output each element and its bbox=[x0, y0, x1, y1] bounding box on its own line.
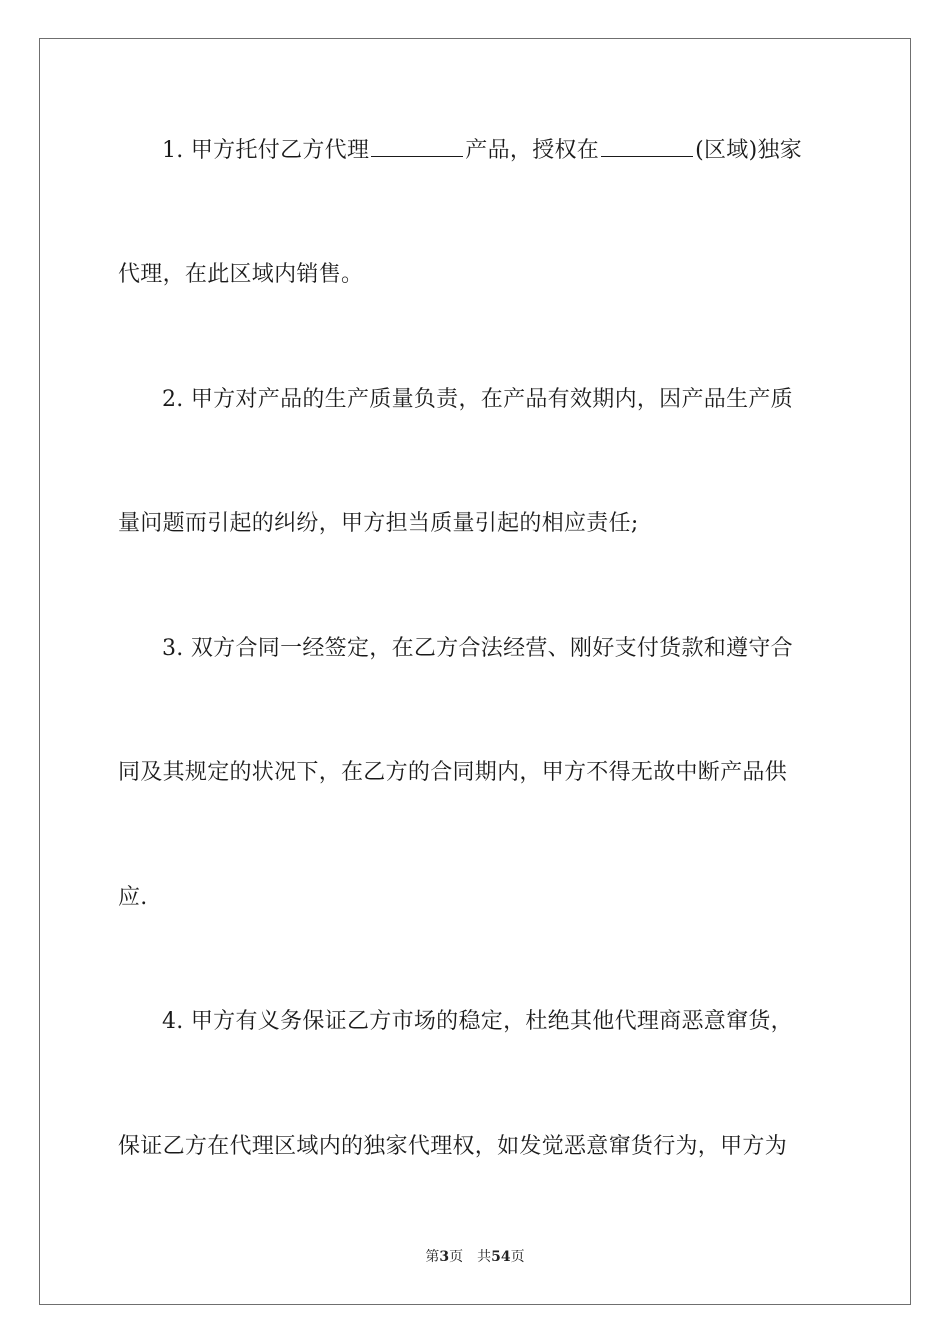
page-suffix: 页 bbox=[449, 1249, 464, 1265]
page-border bbox=[39, 38, 911, 1305]
paragraph-1-text-a: 1. 甲方托付乙方代理 bbox=[162, 138, 370, 163]
paragraph-2-line-1: 2. 甲方对产品的生产质量负责，在产品有效期内，因产品生产质 bbox=[162, 387, 793, 412]
paragraph-3-line-2: 同及其规定的状况下，在乙方的合同期内，甲方不得无故中断产品供 bbox=[118, 760, 788, 785]
paragraph-1-text-c: (区域)独家 bbox=[695, 138, 803, 163]
total-suffix: 页 bbox=[510, 1249, 525, 1265]
paragraph-4-line-1: 4. 甲方有义务保证乙方市场的稳定，杜绝其他代理商恶意窜货， bbox=[162, 1009, 793, 1034]
paragraph-1-line-1 bbox=[118, 136, 834, 166]
paragraph-4-line-2: 保证乙方在代理区域内的独家代理权，如发觉恶意窜货行为，甲方为 bbox=[118, 1134, 788, 1159]
total-pages: 54 bbox=[491, 1249, 511, 1265]
paragraph-3-line-1: 3. 双方合同一经签定，在乙方合法经营、刚好支付货款和遵守合 bbox=[162, 636, 793, 661]
region-blank bbox=[601, 138, 693, 157]
paragraph-2-line-2: 量问题而引起的纠纷，甲方担当质量引起的相应责任; bbox=[118, 511, 639, 536]
page-prefix: 第 bbox=[425, 1249, 440, 1265]
paragraph-3-line-3: 应. bbox=[118, 885, 148, 910]
paragraph-1-line-2: 代理，在此区域内销售。 bbox=[118, 262, 364, 287]
page-footer bbox=[0, 1248, 950, 1266]
page-number: 3 bbox=[439, 1249, 450, 1265]
total-prefix: 共 bbox=[477, 1249, 492, 1265]
paragraph-1-text-b: 产品，授权在 bbox=[465, 138, 600, 163]
product-blank bbox=[371, 138, 463, 157]
